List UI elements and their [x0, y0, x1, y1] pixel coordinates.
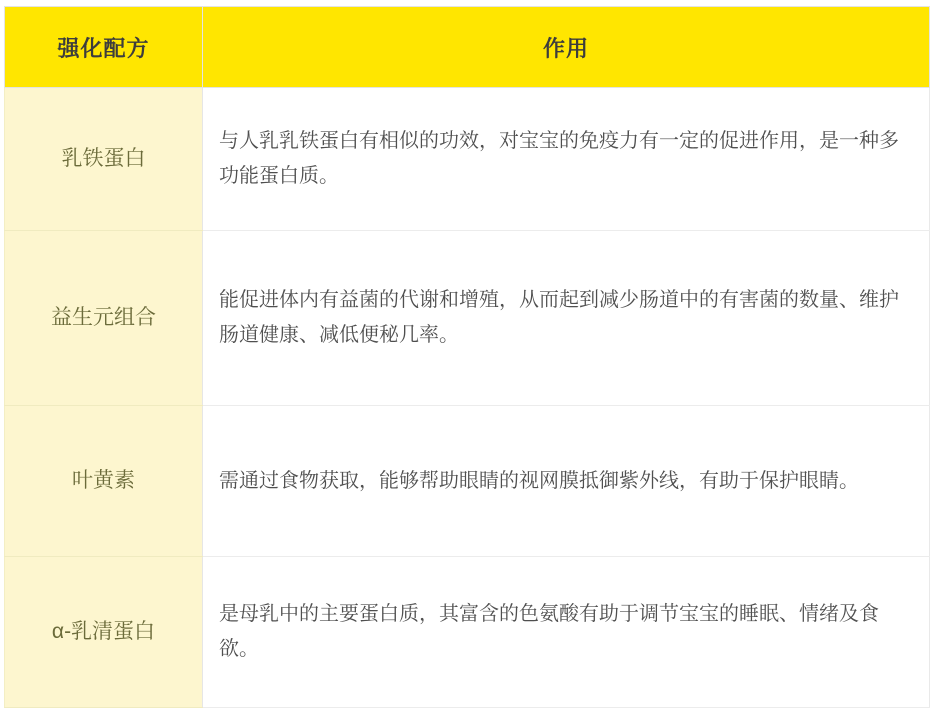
- table-row: [5, 406, 930, 557]
- table-header: [5, 7, 930, 88]
- column-header-effect: 作用: [203, 7, 930, 88]
- cell-formula-name: 乳铁蛋白: [5, 88, 203, 231]
- cell-formula-effect: 能促进体内有益菌的代谢和增殖，从而起到减少肠道中的有害菌的数量、维护肠道健康、减低便秘几率。: [203, 231, 930, 406]
- table-body: [5, 88, 930, 708]
- cell-formula-name: α-乳清蛋白: [5, 557, 203, 708]
- cell-formula-effect: 是母乳中的主要蛋白质，其富含的色氨酸有助于调节宝宝的睡眠、情绪及食欲。: [203, 557, 930, 708]
- cell-formula-name: 叶黄素: [5, 406, 203, 557]
- table-row: [5, 231, 930, 406]
- table-row: [5, 88, 930, 231]
- cell-formula-name: 益生元组合: [5, 231, 203, 406]
- cell-formula-effect: 需通过食物获取，能够帮助眼睛的视网膜抵御紫外线，有助于保护眼睛。: [203, 406, 930, 557]
- table-row: [5, 557, 930, 708]
- table-header-row: [5, 7, 930, 88]
- cell-formula-effect: 与人乳乳铁蛋白有相似的功效，对宝宝的免疫力有一定的促进作用，是一种多功能蛋白质。: [203, 88, 930, 231]
- column-header-formula: 强化配方: [5, 7, 203, 88]
- formula-table: [4, 6, 930, 708]
